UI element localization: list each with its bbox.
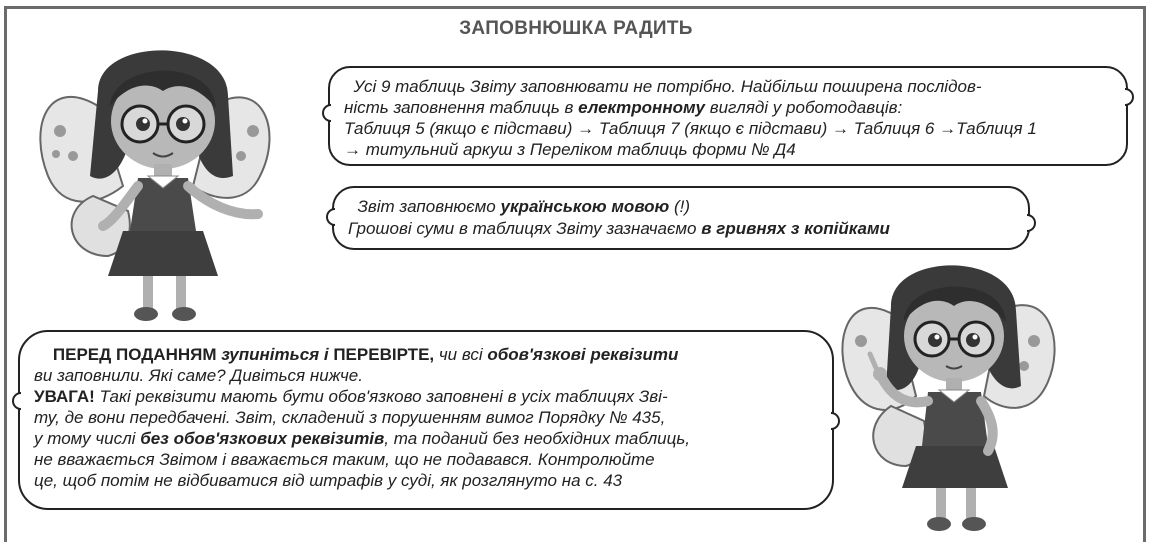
tip1-line2: ність заповнення таблиць в електронному вигляді у роботодавців: [344,98,903,117]
tip3-line6: не вважається Звітом і вважається таким, що не подавався. Контролюйте [34,450,655,469]
fairy-girl-icon [28,36,278,326]
tip3-line2: ви заповнили. Які саме? Дивіться нижче. [34,366,363,385]
tip3-line5: у тому числі без обов'язкових реквізитів, та поданий без необхідних таблиць, [34,429,690,448]
tip3-line3: УВАГА! Такі реквізити мають бути обов'язково заповнені в усіх таблицях Зві- [34,387,668,406]
page-title: ЗАПОВНЮШКА РАДИТЬ [459,18,693,39]
tip-bubble-language [332,186,1030,250]
tip2-line2: Грошові суми в таблицях Звіту зазначаємо в гривнях з копійками [348,219,890,238]
tip2-line1: Звіт заповнюємо українською мовою (!) [357,197,691,216]
fairy-girl-pointing-icon [836,256,1058,540]
tip1-line1: Усі 9 таблиць Звіту заповнювати не потрібно. Найбільш поширена послідов- [353,77,982,96]
tip1-line3: Таблиця 5 (якщо є підстави) → Таблиця 7 (якщо є підстави) → Таблиця 6 →Таблиця 1 [344,119,1037,138]
tip-bubble-sequence [328,66,1128,166]
tip3-line1: ПЕРЕД ПОДАННЯМ зупиніться і ПЕРЕВІРТЕ, чи всі обов'язкові реквізити [52,345,679,364]
tip1-line4: → титульний аркуш з Переліком таблиць форми № Д4 [344,140,796,159]
tip3-line7: це, щоб потім не відбиватися від штрафів у суді, як розглянуто на с. 43 [34,471,623,490]
warning-bubble-check [18,330,834,510]
tip3-line4: ту, де вони передбачені. Звіт, складений з порушенням вимог Порядку № 435, [34,408,666,427]
